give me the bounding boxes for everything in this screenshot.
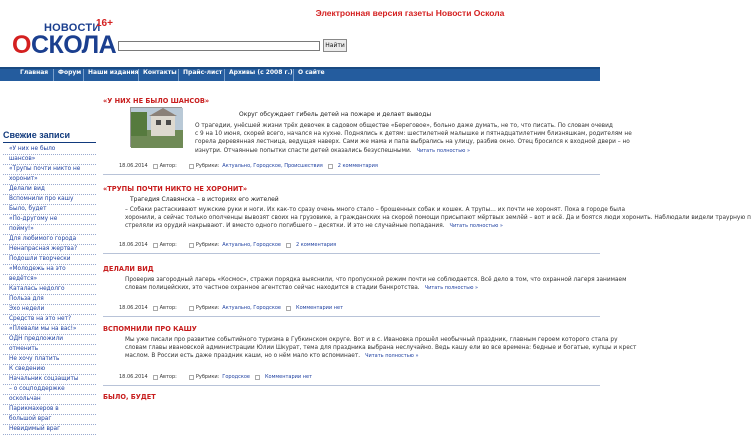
post-date: 18.06.2014 (119, 242, 148, 248)
sidebar-link[interactable]: Вспомнили про кашу (3, 195, 96, 205)
post-excerpt: О трагедии, унёсшей жизни трёх девочек в садовом обществе «Береговое», больно даже думать, не то, что писать. По словам очевид с 9 на 10 июня, скорей всего, начался на кухне. Поднялись к детям: шестилетней малышке и пятнадцатилетним близняшкам, родителям не горела деревянная лестница, ведущая наверх. Сами же мама и папа выбрались на улицу, разбив окно. Отец бросился к входной двери – но изнутри. Отчаянные попытки спасти детей оказались безуспешными. Читать полностью » (195, 123, 632, 154)
sidebar-link[interactable]: хоронит» (3, 175, 96, 185)
sidebar-link[interactable]: «Молодежь на это (3, 265, 96, 275)
post-rubric-label: Рубрики: (195, 374, 220, 380)
read-more-link[interactable]: Читать полностью » (449, 223, 503, 230)
sidebar-heading: Свежие записи (3, 130, 96, 143)
post-divider (103, 174, 600, 175)
search-input[interactable] (118, 41, 320, 51)
rubric-icon (189, 306, 194, 311)
sidebar-link[interactable]: «У них не было (3, 145, 96, 155)
post-lead: Трагедия Славянска – в историях его жителей (130, 196, 279, 203)
post-tags[interactable]: Актуально, Городское, Происшествия (222, 163, 323, 169)
sidebar-link[interactable]: Подошли творчески (3, 255, 96, 265)
search-button[interactable]: Найти (323, 39, 347, 52)
post-date: 18.06.2014 (119, 374, 148, 380)
sidebar-link[interactable]: Ненапрасная жертва? (3, 245, 96, 255)
post-divider (103, 253, 600, 254)
post-rubric-label: Рубрики: (195, 305, 220, 311)
sidebar-link[interactable]: Парикмахеров в (3, 405, 96, 415)
post-comments-link[interactable]: Комментарии нет (296, 305, 344, 311)
author-icon (153, 243, 158, 248)
post-title[interactable]: ДЕЛАЛИ ВИД (103, 265, 154, 273)
rubric-icon (189, 375, 194, 380)
post-author-label: Автор: (159, 305, 177, 311)
logo-top-text: НОВОСТИ (44, 22, 101, 34)
post-divider (103, 385, 600, 386)
post-comments-link[interactable]: 2 комментария (337, 163, 378, 169)
post-3 (103, 265, 627, 315)
sidebar-link[interactable]: Было, будет (3, 205, 96, 215)
post-title[interactable]: ВСПОМНИЛИ ПРО КАШУ (103, 325, 197, 333)
comments-icon (286, 243, 291, 248)
post-comments-link[interactable]: 2 комментария (296, 242, 337, 248)
post-rubric-label: Рубрики: (195, 163, 220, 169)
post-meta (119, 374, 312, 380)
post-title[interactable]: «ТРУПЫ ПОЧТИ НИКТО НЕ ХОРОНИТ» (103, 185, 248, 193)
comments-icon (255, 375, 260, 380)
post-4 (103, 325, 637, 387)
sidebar-link[interactable]: «Трупы почти никто не (3, 165, 96, 175)
post-thumbnail[interactable] (130, 107, 182, 147)
comments-icon (286, 306, 291, 311)
post-excerpt: Проверив загородный лагерь «Космос», стражи порядка выяснили, что пропускной режим почти не соблюдается. Всё дело в том, что охранной лагеря занимаем словам полицейских, это частное охранное агентство сейчас находится в стадии банкротства. Читать полностью » (125, 277, 627, 292)
sidebar-link[interactable]: К сведению (3, 365, 96, 375)
recent-posts-sidebar (3, 130, 96, 435)
sidebar-link[interactable]: шансов» (3, 155, 96, 165)
post-date: 18.06.2014 (119, 163, 148, 169)
post-2 (103, 185, 751, 257)
house-photo-icon (131, 108, 183, 148)
sidebar-link[interactable]: Средств на это нет? (3, 315, 96, 325)
nav-contacts[interactable]: Контакты (138, 69, 181, 81)
read-more-link[interactable]: Читать полностью » (416, 147, 471, 154)
nav-home[interactable]: Главная (20, 69, 49, 76)
post-comments-link[interactable]: Комментарии нет (264, 374, 312, 380)
nav-about[interactable]: О сайте (293, 69, 329, 81)
read-more-link[interactable]: Читать полностью » (424, 285, 479, 292)
author-icon (153, 306, 158, 311)
logo-main-text: ОСКОЛА (12, 31, 117, 59)
sidebar-link[interactable]: большой враг (3, 415, 96, 425)
author-icon (153, 375, 158, 380)
post-excerpt: – Собаки растаскивают мужские руки и ноги. Их как-то сразу очень много стало – брошенных собак и кошек. А трупы… их почти не хоронят. Пока в городе была хоронили, а сейчас только ополченцы вывозят своих на грузовике, а гражданских на скорой помощи присыпают мёртвых землёй – вот и всё. Да и боятся люди хоронить. Наблюдали видели траурную п стреляли из орудий накрывают. И вместо одного погибшего – десятки. И это не случайные попадания. Читать полностью » (125, 207, 751, 230)
sidebar-link[interactable]: Не хочу платить (3, 355, 96, 365)
post-title[interactable]: БЫЛО, БУДЕТ (103, 393, 156, 401)
post-author-label: Автор: (159, 374, 177, 380)
post-title[interactable]: «У НИХ НЕ БЫЛО ШАНСОВ» (103, 97, 210, 105)
nav-archives[interactable]: Архивы (с 2008 г.) (224, 69, 297, 81)
post-author-label: Автор: (159, 242, 177, 248)
author-icon (153, 164, 158, 169)
post-divider (103, 316, 600, 317)
post-lead: Округ обсуждает гибель детей на пожаре и делает выводы (239, 111, 432, 118)
post-meta (119, 242, 336, 248)
post-excerpt: Мы уже писали про развитие событийного туризма в Губкинском округе. Вот и в с. Ивановка прошёл необычный праздник, главным героем которого стала ру словам главы ивановской администрации Юлии Шкурат, тема для праздника выбрана неслучайно. Ведь кашу ели во все времена: бедные и богатые, купцы и крест маслом. В России есть даже праздник каши, но о нём мало кто вспоминает. Читать полностью » (125, 337, 637, 360)
post-tags[interactable]: Актуально, Городское (222, 305, 282, 311)
post-1 (103, 97, 632, 177)
post-date: 18.06.2014 (119, 305, 148, 311)
sidebar-link[interactable]: пойму!» (3, 225, 96, 235)
sidebar-link[interactable]: «Плевали мы на вас!» (3, 325, 96, 335)
post-meta (119, 163, 378, 169)
rubric-icon (189, 164, 194, 169)
sidebar-link[interactable]: «По-другому не (3, 215, 96, 225)
site-logo[interactable] (12, 18, 118, 59)
post-5 (103, 393, 600, 400)
sidebar-link[interactable]: – о соцподдержке (3, 385, 96, 395)
sidebar-link[interactable]: отменить (3, 345, 96, 355)
sidebar-link[interactable]: ведётся» (3, 275, 96, 285)
sidebar-link[interactable]: Польза для (3, 295, 96, 305)
sidebar-link[interactable]: ОДН предложили (3, 335, 96, 345)
read-more-link[interactable]: Читать полностью » (365, 353, 419, 360)
sidebar-link[interactable]: Начальник соцзащиты (3, 375, 96, 385)
post-tags[interactable]: Актуально, Городское (222, 242, 282, 248)
rubric-icon (189, 243, 194, 248)
post-meta (119, 305, 343, 311)
nav-price-list[interactable]: Прайс-лист (178, 69, 226, 81)
sidebar-link[interactable]: Эхо недели (3, 305, 96, 315)
edition-title: Электронная версия газеты Новости Оскола (315, 8, 505, 18)
comments-icon (328, 164, 333, 169)
post-tags[interactable]: Городское (222, 374, 250, 380)
age-rating-badge: 16+ (96, 18, 113, 29)
nav-forum[interactable]: Форум (53, 69, 85, 81)
sidebar-link[interactable]: Каталась недолго (3, 285, 96, 295)
post-author-label: Автор: (159, 163, 177, 169)
sidebar-link[interactable]: оскольчан (3, 395, 96, 405)
sidebar-link[interactable]: Для любимого города (3, 235, 96, 245)
post-rubric-label: Рубрики: (195, 242, 220, 248)
main-nav (0, 67, 600, 81)
sidebar-link[interactable]: Невидимый враг (3, 425, 96, 435)
sidebar-link[interactable]: Делали вид (3, 185, 96, 195)
nav-publications[interactable]: Наши издания (83, 69, 143, 81)
